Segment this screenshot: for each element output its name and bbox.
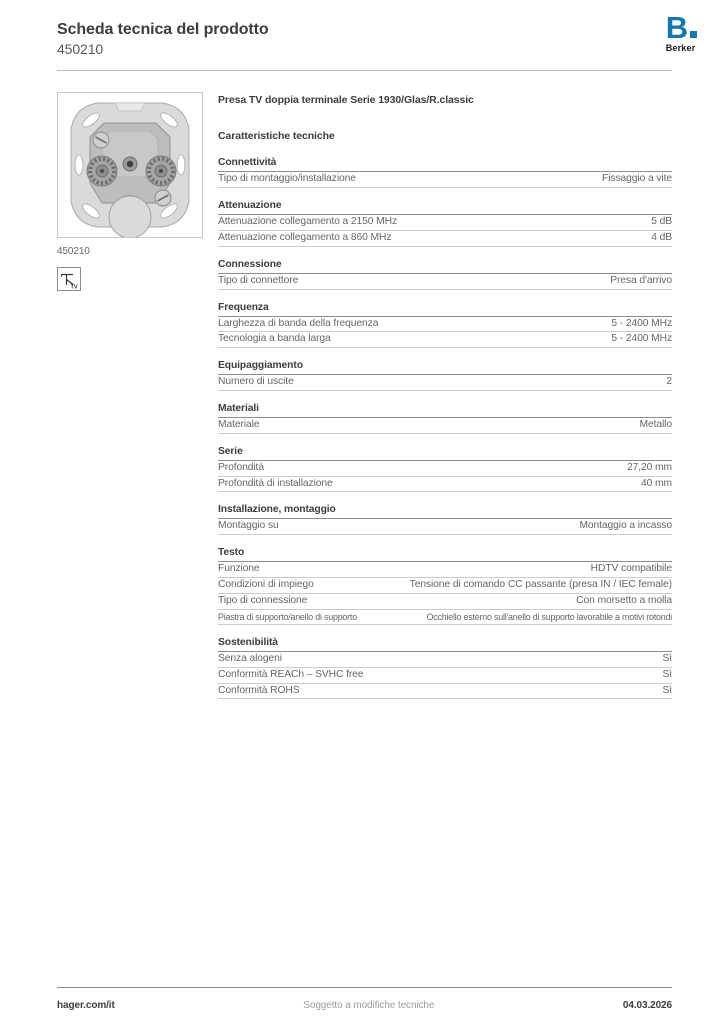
section-rows — [218, 375, 672, 391]
section-rows — [218, 215, 672, 247]
spec-label: Conformità REACh – SVHC free — [218, 668, 364, 680]
section-title: Attenuazione — [218, 200, 672, 215]
section-title: Testo — [218, 547, 672, 562]
section-title: Sostenibilità — [218, 637, 672, 652]
spec-value: HDTV compatibile — [590, 563, 672, 575]
spec-value: 40 mm — [641, 477, 672, 489]
product-media-column — [57, 92, 203, 699]
spec-label: Tipo di connettore — [218, 274, 299, 286]
header-divider — [57, 70, 672, 71]
spec-section — [218, 637, 672, 699]
main-content — [57, 92, 672, 699]
spec-column — [218, 92, 672, 699]
spec-value: Metallo — [639, 418, 672, 430]
product-number: 450210 — [57, 41, 104, 58]
berker-logo-dot — [690, 31, 697, 38]
product-name: Presa TV doppia terminale Serie 1930/Glas/R.classic — [218, 94, 474, 107]
spec-row — [218, 461, 672, 477]
spec-label: Piastra di supporto/anello di supporto — [218, 611, 357, 622]
spec-row — [218, 684, 672, 700]
footer-row — [57, 1000, 672, 1011]
spec-section — [218, 302, 672, 349]
spec-value: 5 dB — [651, 216, 672, 228]
spec-row — [218, 215, 672, 231]
spec-row — [218, 317, 672, 333]
page-header — [57, 10, 696, 58]
spec-section — [218, 200, 672, 247]
spec-label: Profondità di installazione — [218, 477, 333, 489]
spec-value: 5 - 2400 MHz — [611, 317, 672, 329]
spec-section — [218, 547, 672, 625]
spec-value: Tensione di comando CC passante (presa IN / IEC female) — [409, 578, 672, 590]
spec-row — [218, 477, 672, 493]
section-title: Connessione — [218, 259, 672, 274]
page-title: Scheda tecnica del prodotto — [57, 21, 269, 38]
spec-label: Larghezza di banda della frequenza — [218, 317, 379, 329]
footer-disclaimer: Soggetto a modifiche tecniche — [303, 1000, 435, 1011]
spec-value: Occhiello esterno sull'anello di supporto lavorabile a motivi rotondi — [426, 611, 672, 622]
spec-sections — [218, 157, 672, 699]
spec-row — [218, 652, 672, 668]
spec-value: 2 — [666, 376, 672, 388]
spec-row — [218, 594, 672, 610]
spec-value: Montaggio a incasso — [579, 520, 672, 532]
spec-section — [218, 259, 672, 290]
product-image — [57, 92, 203, 238]
tv-antenna-socket-icon — [57, 267, 81, 291]
spec-row — [218, 562, 672, 578]
section-rows — [218, 461, 672, 493]
spec-value: Sì — [662, 668, 672, 680]
section-title: Frequenza — [218, 302, 672, 317]
spec-label: Senza alogeni — [218, 652, 282, 664]
spec-row — [218, 578, 672, 594]
spec-label: Attenuazione collegamento a 2150 MHz — [218, 216, 397, 228]
berker-logo-mark — [665, 10, 697, 45]
spec-row — [218, 332, 672, 348]
berker-logo-name: Berker — [665, 43, 696, 54]
spec-label: Conformità ROHS — [218, 684, 300, 696]
page-footer — [57, 987, 672, 1011]
spec-label: Tipo di connessione — [218, 594, 308, 606]
section-rows — [218, 172, 672, 188]
spec-label: Materiale — [218, 418, 260, 430]
section-title: Equipaggiamento — [218, 360, 672, 375]
tv-icon-label: TV — [70, 284, 78, 291]
section-rows — [218, 418, 672, 434]
tv-socket-product-drawing — [58, 93, 202, 237]
spec-section — [218, 403, 672, 434]
spec-value: Presa d'arrivo — [610, 274, 672, 286]
spec-row — [218, 418, 672, 434]
spec-value: 5 - 2400 MHz — [611, 333, 672, 345]
section-title: Installazione, montaggio — [218, 504, 672, 519]
spec-value: Con morsetto a molla — [576, 594, 672, 606]
spec-value: Sì — [662, 684, 672, 696]
spec-value: 4 dB — [651, 231, 672, 243]
spec-label: Tipo di montaggio/installazione — [218, 173, 356, 185]
section-rows — [218, 562, 672, 625]
berker-logo-letter: B — [665, 10, 688, 45]
section-title: Materiali — [218, 403, 672, 418]
spec-row — [218, 610, 672, 625]
section-rows — [218, 652, 672, 699]
footer-website-link[interactable]: hager.com/it — [57, 1000, 115, 1011]
spec-label: Condizioni di impiego — [218, 578, 314, 590]
footer-divider — [57, 987, 672, 988]
spec-section — [218, 157, 672, 188]
spec-label: Profondità — [218, 461, 264, 473]
spec-row — [218, 172, 672, 188]
spec-value: Fissaggio a vite — [602, 173, 672, 185]
spec-row — [218, 668, 672, 684]
spec-row — [218, 231, 672, 247]
section-title: Connettività — [218, 157, 672, 172]
section-rows — [218, 519, 672, 535]
footer-date: 04.03.2026 — [622, 1000, 672, 1011]
spec-label: Attenuazione collegamento a 860 MHz — [218, 231, 392, 243]
spec-row — [218, 519, 672, 535]
spec-value: 27,20 mm — [627, 461, 672, 473]
spec-row — [218, 274, 672, 290]
berker-logo — [665, 10, 697, 54]
section-rows — [218, 317, 672, 349]
spec-label: Montaggio su — [218, 520, 279, 532]
spec-label: Tecnologia a banda larga — [218, 333, 331, 345]
section-rows — [218, 274, 672, 290]
spec-section — [218, 504, 672, 535]
characteristics-heading: Caratteristiche tecniche — [218, 130, 335, 143]
spec-row — [218, 375, 672, 391]
spec-label: Numero di uscite — [218, 376, 294, 388]
spec-label: Funzione — [218, 563, 260, 575]
spec-section — [218, 360, 672, 391]
spec-value: Sì — [662, 652, 672, 664]
section-title: Serie — [218, 446, 672, 461]
product-image-caption: 450210 — [57, 246, 90, 258]
spec-section — [218, 446, 672, 493]
